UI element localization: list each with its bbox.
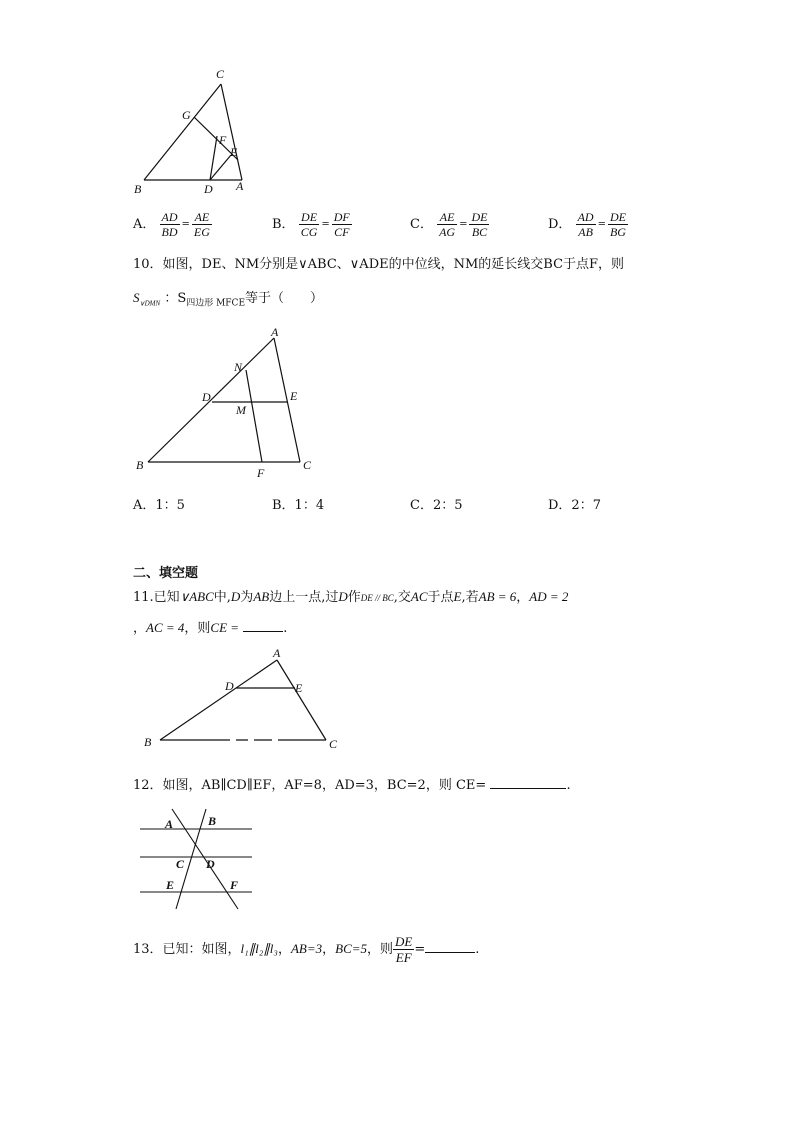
text-fragment: 边上一点,过 xyxy=(269,590,339,605)
label-f: F xyxy=(230,878,239,892)
label-g: G xyxy=(182,108,191,122)
math-point: D xyxy=(338,589,348,604)
label-e: E xyxy=(230,145,238,159)
q10-option-d: D．2：7 xyxy=(548,498,601,513)
denominator: BC xyxy=(471,225,488,239)
q10-option-a: A．1：5 xyxy=(133,498,185,513)
label-b: B xyxy=(208,814,217,828)
equals-sign: = xyxy=(597,219,606,230)
q10-text-line1: 10．如图，DE、NM分别是∨ABC、∨ADE的中位线，NM的延长线交BC于点F，则 xyxy=(133,257,625,272)
math-point: D xyxy=(230,589,241,604)
text-fragment: ， xyxy=(133,621,147,636)
text-fragment: ，则 xyxy=(367,942,394,957)
label-b: B xyxy=(136,458,144,472)
label-b: B xyxy=(134,182,142,196)
fraction xyxy=(299,210,320,239)
label-c: C xyxy=(329,737,338,751)
fraction xyxy=(393,934,414,965)
q12-figure xyxy=(136,805,260,913)
fraction xyxy=(469,210,489,239)
label-a: A xyxy=(273,646,281,660)
fraction xyxy=(160,210,180,239)
denominator: CG xyxy=(300,225,318,239)
segment-nf xyxy=(246,370,262,462)
denominator: CF xyxy=(334,225,350,239)
label-f: F xyxy=(219,133,227,147)
text-fragment: 11.已知 xyxy=(133,590,180,605)
equals-sign: = xyxy=(414,942,426,957)
equals-sign: = xyxy=(459,219,468,230)
math-triangle: ∨ABC xyxy=(179,589,214,604)
label-e: E xyxy=(166,878,175,892)
label-f: F xyxy=(257,466,265,480)
math-segment: AC xyxy=(410,589,428,604)
denominator: BG xyxy=(609,225,626,239)
q11-text-line2 xyxy=(133,619,287,638)
numerator: DE xyxy=(471,210,488,224)
numerator: DE xyxy=(395,934,413,949)
label-c: C xyxy=(176,857,185,871)
math-condition: BC=5 xyxy=(335,941,368,956)
q9-option-d xyxy=(548,210,628,239)
label-e: E xyxy=(290,389,298,403)
math-point: E xyxy=(453,589,462,604)
q10-tail: 等于（ ） xyxy=(245,291,324,306)
math-parallel: DE // BC xyxy=(360,593,394,603)
text-fragment: ，则 xyxy=(184,621,211,636)
equals-sign: = xyxy=(181,219,190,230)
denominator: AG xyxy=(439,225,456,239)
fraction xyxy=(332,210,352,239)
fraction xyxy=(608,210,628,239)
area-symbol: S xyxy=(133,290,140,305)
numerator: AE xyxy=(437,210,457,225)
segment-ac xyxy=(277,660,326,740)
label-d: D xyxy=(225,679,234,693)
q10-option-b: B．1：4 xyxy=(272,498,325,513)
label-a: A xyxy=(236,179,244,193)
numerator: DF xyxy=(333,210,350,224)
math-condition: AD = 2 xyxy=(529,589,569,604)
label-n: N xyxy=(234,360,243,374)
label-d: D xyxy=(202,390,211,404)
label-a: A xyxy=(165,817,174,831)
answer-blank[interactable] xyxy=(425,940,475,953)
text-fragment: 12．如图，AB∥CD∥EF，AF=8，AD=3，BC=2，则 CE= xyxy=(133,778,487,793)
answer-blank[interactable] xyxy=(243,619,283,632)
q9-option-b xyxy=(272,210,352,239)
text-fragment: 作 xyxy=(347,590,361,605)
ratio-colon: ：S xyxy=(164,291,187,306)
text-fragment: . xyxy=(283,621,288,636)
section-heading: 二、填空题 xyxy=(133,566,199,581)
label-c: C xyxy=(216,67,225,81)
text-fragment: 于点 xyxy=(427,590,454,605)
label-d: D xyxy=(204,182,213,196)
text-fragment: 13．已知：如图， xyxy=(133,942,241,957)
math-condition: AB=3 xyxy=(290,941,323,956)
fraction xyxy=(576,210,596,239)
text-fragment: ， xyxy=(277,942,291,957)
area-subscript-quadrilateral: 四边形 MFCE xyxy=(186,298,246,309)
q12-text xyxy=(133,776,571,795)
segment-ba xyxy=(148,338,274,462)
fraction xyxy=(192,210,212,239)
numerator: DE xyxy=(609,210,626,224)
denominator: AB xyxy=(578,225,593,239)
numerator: DE xyxy=(299,210,320,225)
text-fragment: ， xyxy=(516,590,530,605)
numerator: AD xyxy=(577,210,594,224)
q9-option-a xyxy=(133,210,212,239)
denominator: BD xyxy=(161,225,178,239)
denominator: EG xyxy=(193,225,210,239)
math-condition: AB = 6 xyxy=(478,589,517,604)
label-c: C xyxy=(303,458,312,472)
q11-figure xyxy=(140,645,350,755)
q9-figure xyxy=(128,62,258,200)
q10-text-line2 xyxy=(133,289,323,313)
text-fragment: . xyxy=(475,942,480,957)
q10-option-c: C．2：5 xyxy=(410,498,463,513)
text-fragment: ,若 xyxy=(461,590,479,605)
q11-text-line1 xyxy=(133,588,568,607)
numerator: AE xyxy=(192,210,212,225)
segment-ba xyxy=(160,660,277,740)
q13-text xyxy=(133,934,479,965)
answer-blank[interactable] xyxy=(490,776,566,789)
text-fragment: . xyxy=(566,778,571,793)
q9-option-c xyxy=(410,210,489,239)
label-m: M xyxy=(236,403,246,417)
math-parallel-lines: l₁∥l₂∥l₃ xyxy=(240,941,278,956)
denominator: EF xyxy=(395,950,412,965)
numerator: AD xyxy=(161,210,178,224)
fraction xyxy=(437,210,457,239)
equals-sign: = xyxy=(321,219,330,230)
option-letter: C． xyxy=(410,217,433,232)
segment-ca xyxy=(221,84,242,180)
option-letter: D． xyxy=(548,217,572,232)
text-fragment: 中, xyxy=(213,590,231,605)
label-a: A xyxy=(271,325,279,339)
option-letter: B． xyxy=(272,217,295,232)
text-fragment: ,交 xyxy=(393,590,411,605)
label-b: B xyxy=(144,735,152,749)
math-segment: AB xyxy=(253,589,270,604)
text-fragment: 为 xyxy=(240,590,254,605)
option-letter: A． xyxy=(133,217,156,232)
q10-figure xyxy=(128,322,328,482)
text-fragment: ， xyxy=(322,942,336,957)
label-d: D xyxy=(206,857,215,871)
math-unknown: CE = xyxy=(210,620,240,635)
label-e: E xyxy=(295,681,303,695)
area-subscript-triangle: ∨DMN xyxy=(139,299,161,308)
math-condition: AC = 4 xyxy=(146,620,185,635)
